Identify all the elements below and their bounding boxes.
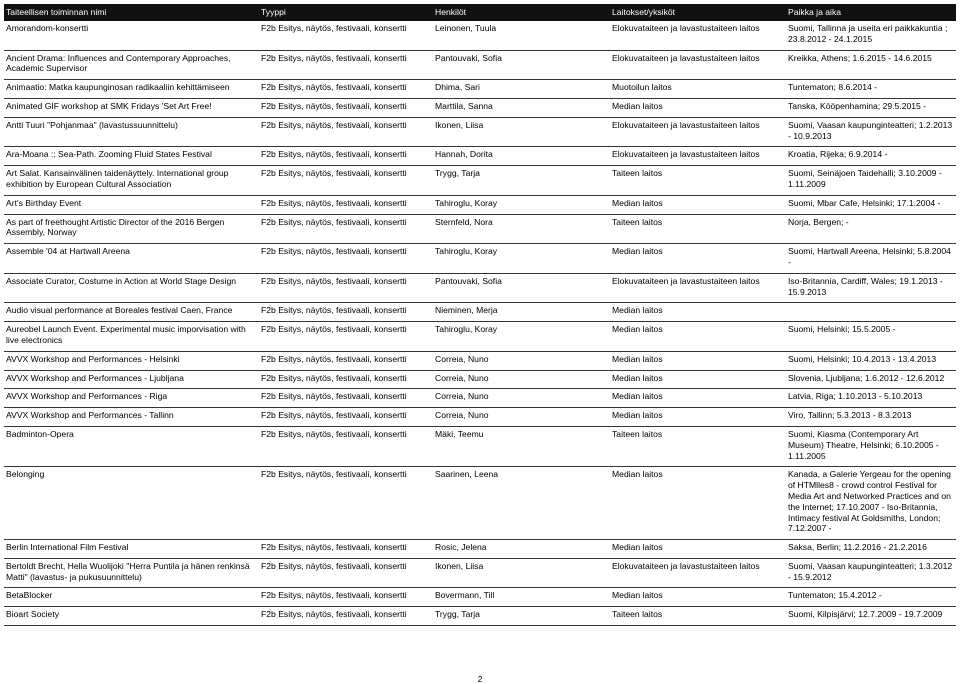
cell-name: AVVX Workshop and Performances - Ljubljana — [4, 370, 259, 389]
cell-units: Median laitos — [610, 408, 786, 427]
table-row — [4, 558, 956, 588]
cell-units: Median laitos — [610, 195, 786, 214]
cell-units: Median laitos — [610, 351, 786, 370]
cell-type: F2b Esitys, näytös, festivaali, konsertti — [259, 21, 433, 50]
table-row — [4, 607, 956, 626]
cell-place-time: Slovenia, Ljubljana; 1.6.2012 - 12.6.2012 — [786, 370, 956, 389]
cell-units: Elokuvataiteen ja lavastustaiteen laitos — [610, 273, 786, 303]
cell-name: Ancient Drama: Influences and Contemporary Approaches, Academic Supervisor — [4, 50, 259, 80]
cell-place-time: Kanada, a Galerie Yergeau for the opening of HTMlles8 - crowd control Festival for Media Art and Networked Practices and on the Internet; 17.10.2007 - Iso-Britannia, Intimacy festival At Goldsmiths, London; 7.12.2007 - — [786, 467, 956, 540]
cell-name: Associate Curator, Costume in Action at World Stage Design — [4, 273, 259, 303]
cell-persons: Correia, Nuno — [433, 351, 610, 370]
cell-place-time: Suomi, Mbar Cafe, Helsinki; 17.1.2004 - — [786, 195, 956, 214]
cell-units: Median laitos — [610, 389, 786, 408]
cell-type: F2b Esitys, näytös, festivaali, konsertti — [259, 80, 433, 99]
cell-type: F2b Esitys, näytös, festivaali, konsertti — [259, 322, 433, 352]
table-row — [4, 117, 956, 147]
cell-type: F2b Esitys, näytös, festivaali, konsertti — [259, 351, 433, 370]
cell-name: Assemble '04 at Hartwall Areena — [4, 244, 259, 274]
cell-type: F2b Esitys, näytös, festivaali, konsertti — [259, 195, 433, 214]
cell-name: Animated GIF workshop at SMK Fridays 'Set Art Free! — [4, 98, 259, 117]
cell-persons: Mäki, Teemu — [433, 426, 610, 466]
cell-place-time: Suomi, Hartwall Areena, Helsinki; 5.8.2004 - — [786, 244, 956, 274]
cell-units: Muotoilun laitos — [610, 80, 786, 99]
cell-units: Median laitos — [610, 98, 786, 117]
cell-type: F2b Esitys, näytös, festivaali, konsertti — [259, 303, 433, 322]
table-row — [4, 389, 956, 408]
cell-place-time: Kreikka, Athens; 1.6.2015 - 14.6.2015 — [786, 50, 956, 80]
cell-persons: Correia, Nuno — [433, 370, 610, 389]
header-place-time: Paikka ja aika — [786, 4, 956, 21]
cell-place-time: Suomi, Seinäjoen Taidehalli; 3.10.2009 - 1.11.2009 — [786, 166, 956, 196]
header-name: Taiteellisen toiminnan nimi — [4, 4, 259, 21]
cell-persons: Ikonen, Liisa — [433, 558, 610, 588]
cell-place-time: Tuntematon; 8.6.2014 - — [786, 80, 956, 99]
cell-units: Elokuvataiteen ja lavastustaiteen laitos — [610, 558, 786, 588]
cell-type: F2b Esitys, näytös, festivaali, konsertti — [259, 117, 433, 147]
cell-persons: Trygg, Tarja — [433, 607, 610, 626]
cell-persons: Marttila, Sanna — [433, 98, 610, 117]
table-body — [4, 21, 956, 626]
cell-persons: Leinonen, Tuula — [433, 21, 610, 50]
cell-persons: Tahiroglu, Koray — [433, 244, 610, 274]
cell-name: Art Salat. Kansainvälinen taidenäyttely. International group exhibition by European Cultural Association — [4, 166, 259, 196]
cell-persons: Tahiroglu, Koray — [433, 195, 610, 214]
table-row — [4, 467, 956, 540]
cell-units: Median laitos — [610, 244, 786, 274]
cell-units: Elokuvataiteen ja lavastustaiteen laitos — [610, 147, 786, 166]
cell-place-time: Suomi, Tallinna ja useita eri paikkakuntia ; 23.8.2012 - 24.1.2015 — [786, 21, 956, 50]
cell-persons: Correia, Nuno — [433, 389, 610, 408]
cell-type: F2b Esitys, näytös, festivaali, konsertti — [259, 166, 433, 196]
cell-units: Median laitos — [610, 322, 786, 352]
cell-place-time: Latvia, Riga; 1.10.2013 - 5.10.2013 — [786, 389, 956, 408]
table-header — [4, 4, 956, 21]
table-row — [4, 303, 956, 322]
cell-type: F2b Esitys, näytös, festivaali, konsertti — [259, 607, 433, 626]
cell-place-time: Saksa, Berlin; 11.2.2016 - 21.2.2016 — [786, 540, 956, 559]
table-row — [4, 540, 956, 559]
cell-type: F2b Esitys, näytös, festivaali, konsertti — [259, 244, 433, 274]
cell-place-time — [786, 303, 956, 322]
table-row — [4, 80, 956, 99]
cell-units: Median laitos — [610, 467, 786, 540]
header-persons: Henkilöt — [433, 4, 610, 21]
table-row — [4, 98, 956, 117]
cell-type: F2b Esitys, näytös, festivaali, konsertti — [259, 214, 433, 244]
cell-units: Taiteen laitos — [610, 166, 786, 196]
table-row — [4, 426, 956, 466]
cell-place-time: Tuntematon; 15.4.2012 - — [786, 588, 956, 607]
cell-persons: Dhima, Sari — [433, 80, 610, 99]
cell-place-time: Suomi, Kilpisjärvi; 12.7.2009 - 19.7.2009 — [786, 607, 956, 626]
cell-type: F2b Esitys, näytös, festivaali, konsertti — [259, 50, 433, 80]
table-row — [4, 166, 956, 196]
cell-type: F2b Esitys, näytös, festivaali, konsertti — [259, 147, 433, 166]
table-row — [4, 322, 956, 352]
header-type: Tyyppi — [259, 4, 433, 21]
cell-name: AVVX Workshop and Performances - Tallinn — [4, 408, 259, 427]
activities-table — [4, 4, 956, 626]
cell-units: Elokuvataiteen ja lavastustaiteen laitos — [610, 21, 786, 50]
cell-type: F2b Esitys, näytös, festivaali, konsertti — [259, 426, 433, 466]
cell-units: Median laitos — [610, 588, 786, 607]
table-row — [4, 50, 956, 80]
cell-units: Median laitos — [610, 540, 786, 559]
cell-type: F2b Esitys, näytös, festivaali, konsertti — [259, 588, 433, 607]
cell-place-time: Norja, Bergen; - — [786, 214, 956, 244]
cell-units: Median laitos — [610, 370, 786, 389]
page-number: 2 — [477, 674, 483, 684]
cell-type: F2b Esitys, näytös, festivaali, konsertti — [259, 389, 433, 408]
cell-persons: Bovermann, Till — [433, 588, 610, 607]
cell-place-time: Viro, Tallinn; 5.3.2013 - 8.3.2013 — [786, 408, 956, 427]
cell-name: Bertoldt Brecht, Hella Wuolijoki "Herra Puntila ja hänen renkinsä Matti" (lavastus- ja pukusuunnittelu) — [4, 558, 259, 588]
cell-type: F2b Esitys, näytös, festivaali, konsertti — [259, 408, 433, 427]
cell-name: BetaBlocker — [4, 588, 259, 607]
table-row — [4, 195, 956, 214]
cell-units: Elokuvataiteen ja lavastustaiteen laitos — [610, 50, 786, 80]
cell-place-time: Suomi, Helsinki; 10.4.2013 - 13.4.2013 — [786, 351, 956, 370]
table-row — [4, 21, 956, 50]
cell-name: Badminton-Opera — [4, 426, 259, 466]
table-row — [4, 370, 956, 389]
cell-name: Amorandom-konsertti — [4, 21, 259, 50]
table-row — [4, 273, 956, 303]
cell-name: Berlin International Film Festival — [4, 540, 259, 559]
cell-place-time: Suomi, Kiasma (Contemporary Art Museum) Theatre, Helsinki; 6.10.2005 - 1.11.2005 — [786, 426, 956, 466]
cell-place-time: Suomi, Helsinki; 15.5.2005 - — [786, 322, 956, 352]
cell-type: F2b Esitys, näytös, festivaali, konsertti — [259, 540, 433, 559]
cell-name: Belonging — [4, 467, 259, 540]
table-row — [4, 214, 956, 244]
cell-name: AVVX Workshop and Performances - Riga — [4, 389, 259, 408]
cell-name: Ara-Moana :: Sea-Path. Zooming Fluid States Festival — [4, 147, 259, 166]
cell-type: F2b Esitys, näytös, festivaali, konsertti — [259, 98, 433, 117]
table-row — [4, 588, 956, 607]
cell-name: Bioart Society — [4, 607, 259, 626]
cell-persons: Nieminen, Merja — [433, 303, 610, 322]
cell-persons: Correia, Nuno — [433, 408, 610, 427]
cell-name: As part of freethought Artistic Director of the 2016 Bergen Assembly, Norway — [4, 214, 259, 244]
cell-name: AVVX Workshop and Performances - Helsinki — [4, 351, 259, 370]
cell-units: Median laitos — [610, 303, 786, 322]
cell-persons: Tahiroglu, Koray — [433, 322, 610, 352]
cell-type: F2b Esitys, näytös, festivaali, konsertti — [259, 370, 433, 389]
cell-name: Animaatio: Matka kaupunginosan radikaaliin kehittämiseen — [4, 80, 259, 99]
cell-type: F2b Esitys, näytös, festivaali, konsertti — [259, 467, 433, 540]
cell-persons: Hannah, Dorita — [433, 147, 610, 166]
table-row — [4, 244, 956, 274]
cell-type: F2b Esitys, näytös, festivaali, konsertti — [259, 273, 433, 303]
cell-units: Taiteen laitos — [610, 214, 786, 244]
cell-persons: Pantouvaki, Sofia — [433, 273, 610, 303]
cell-units: Taiteen laitos — [610, 426, 786, 466]
cell-place-time: Suomi, Vaasan kaupunginteatteri; 1.3.2012 - 15.9.2012 — [786, 558, 956, 588]
cell-name: Antti Tuuri "Pohjanmaa" (lavastussuunnittelu) — [4, 117, 259, 147]
cell-place-time: Kroatia, Rijeka; 6.9.2014 - — [786, 147, 956, 166]
table-row — [4, 351, 956, 370]
cell-type: F2b Esitys, näytös, festivaali, konsertti — [259, 558, 433, 588]
cell-name: Art's Birthday Event — [4, 195, 259, 214]
cell-persons: Saarinen, Leena — [433, 467, 610, 540]
table-row — [4, 147, 956, 166]
cell-place-time: Iso-Britannia, Cardiff, Wales; 19.1.2013 - 15.9.2013 — [786, 273, 956, 303]
cell-units: Taiteen laitos — [610, 607, 786, 626]
cell-persons: Pantouvaki, Sofia — [433, 50, 610, 80]
cell-place-time: Tanska, Kööpenhamina; 29.5.2015 - — [786, 98, 956, 117]
cell-place-time: Suomi, Vaasan kaupunginteatteri; 1.2.2013 - 10.9.2013 — [786, 117, 956, 147]
cell-name: Audio visual performance at Boreales festival Caen, France — [4, 303, 259, 322]
header-units: Laitokset/yksiköt — [610, 4, 786, 21]
cell-persons: Ikonen, Liisa — [433, 117, 610, 147]
cell-name: Aureobel Launch Event. Experimental music imporvisation with live electronics — [4, 322, 259, 352]
cell-persons: Trygg, Tarja — [433, 166, 610, 196]
header-row — [4, 4, 956, 21]
cell-persons: Rosic, Jelena — [433, 540, 610, 559]
table-row — [4, 408, 956, 427]
cell-units: Elokuvataiteen ja lavastustaiteen laitos — [610, 117, 786, 147]
cell-persons: Sternfeld, Nora — [433, 214, 610, 244]
